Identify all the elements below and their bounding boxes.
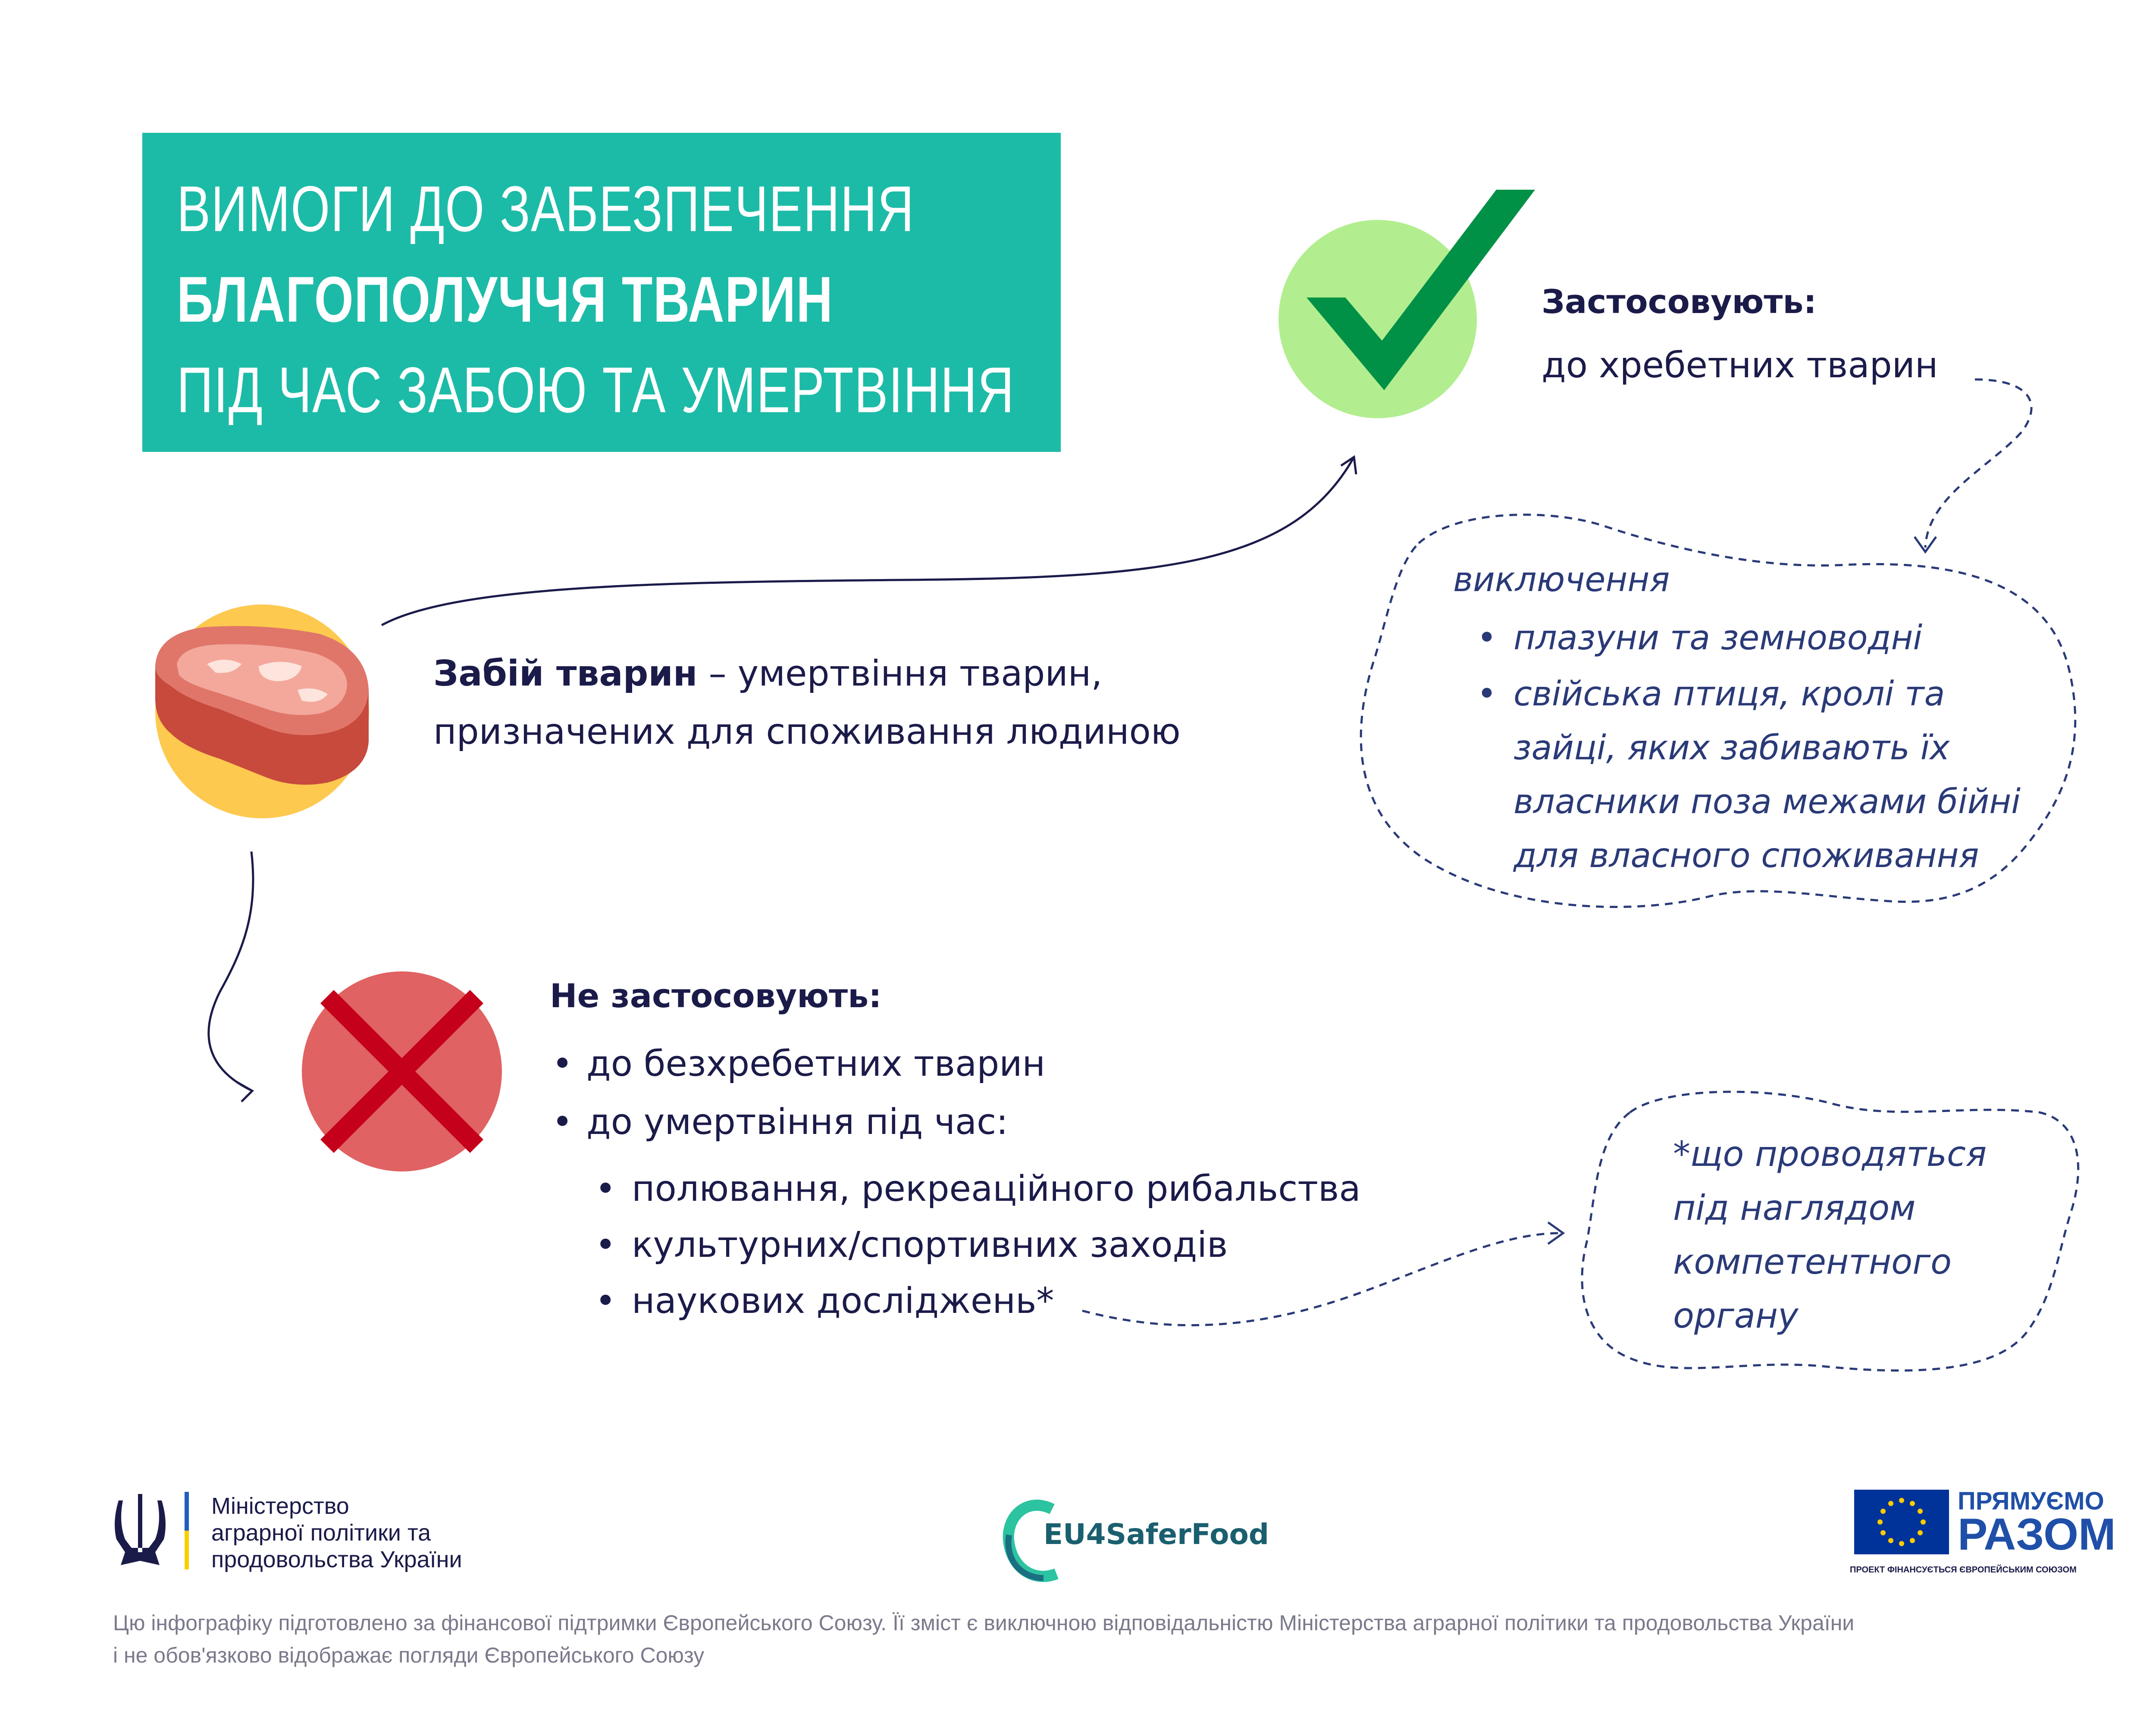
arrow-to-applies xyxy=(382,457,1356,625)
eu-flag-icon xyxy=(1854,1490,1949,1554)
note-line-1: *що проводяться xyxy=(1673,1134,1987,1174)
not-applies-item-1: до безхребетних тварин xyxy=(586,1043,1046,1084)
title-line-1: ВИМОГИ ДО ЗАБЕЗПЕЧЕННЯ xyxy=(177,172,915,245)
not-applies-heading: Не застосовують: xyxy=(550,977,882,1015)
ua-flag-blue xyxy=(185,1492,189,1531)
dashed-arrow-exceptions xyxy=(1925,379,2031,548)
not-applies-sub-bullet-2: • xyxy=(595,1225,616,1265)
exceptions-item-4: власники поза межами бійні xyxy=(1514,783,2021,821)
not-applies-sub-bullet-3: • xyxy=(595,1281,616,1322)
applies-heading: Застосовують: xyxy=(1542,282,1817,321)
disclaimer-line-1: Цю інфографіку підготовлено за фінансової підтримки Європейського Союзу. Її зміст є виключною відповідальністю Міністерства аграрної політики та продовольства України xyxy=(113,1611,1855,1635)
disclaimer-line-2: і не обов'язково відображає погляди Європейського Союзу xyxy=(113,1643,705,1667)
definition-rest: – умертвіння тварин, xyxy=(697,653,1103,694)
note-line-2: під наглядом xyxy=(1673,1188,1916,1228)
eu-logo-line-1: ПРЯМУЄМО xyxy=(1958,1487,2104,1515)
exceptions-item-1: плазуни та земноводні xyxy=(1514,619,1923,658)
eu-logo-caption: ПРОЕКТ ФІНАНСУЄТЬСЯ ЄВРОПЕЙСЬКИМ СОЮЗОМ xyxy=(1850,1565,2077,1575)
meat-steak-icon xyxy=(155,604,369,818)
exceptions-item-3: зайці, яких забивають їх xyxy=(1514,729,1950,767)
eu-logo-line-2: РАЗОМ xyxy=(1958,1510,2116,1560)
checkmark-icon xyxy=(1279,190,1535,418)
ua-flag-yellow xyxy=(185,1531,189,1569)
not-applies-bullet-2: • xyxy=(552,1102,573,1143)
eu4-logo-text: EU4SaferFood xyxy=(1044,1518,1269,1551)
arrow-to-not-applies xyxy=(209,852,253,1102)
not-applies-subitem-1: полювання, рекреаційного рибальства xyxy=(632,1168,1361,1209)
definition-term: Забій тварин xyxy=(433,653,698,694)
exceptions-item-2: свійська птиця, кролі та xyxy=(1514,675,1945,714)
ministry-name xyxy=(211,1493,462,1573)
title-line-2: БЛАГОПОЛУЧЧЯ ТВАРИН xyxy=(177,263,834,335)
definition-line-1 xyxy=(433,653,1102,694)
not-applies-bullet-1: • xyxy=(552,1043,573,1084)
cross-icon xyxy=(302,971,502,1171)
note-line-3: компетентного xyxy=(1673,1242,1952,1282)
not-applies-subitem-2: культурних/спортивних заходів xyxy=(632,1225,1228,1265)
applies-text: до хребетних тварин xyxy=(1542,345,1938,386)
dashed-arrow-exceptions-head xyxy=(1915,537,1936,552)
not-applies-item-2: до умертвіння під час: xyxy=(586,1102,1008,1143)
ministry-line-3: продовольства України xyxy=(211,1547,462,1572)
exceptions-item-5: для власного споживання xyxy=(1514,836,1979,875)
not-applies-sub-bullet-1: • xyxy=(595,1168,616,1209)
exceptions-heading: виключення xyxy=(1453,561,1670,599)
title-line-3: ПІД ЧАС ЗАБОЮ ТА УМЕРТВІННЯ xyxy=(177,354,1015,426)
exceptions-bullet-1: • xyxy=(1477,619,1497,658)
ministry-line-1: Міністерство xyxy=(211,1493,349,1519)
definition-line-2: призначених для споживання людиною xyxy=(433,711,1181,752)
not-applies-subitem-3: наукових досліджень* xyxy=(632,1281,1054,1322)
note-line-4: органу xyxy=(1673,1296,1799,1336)
ministry-line-2: аграрної політики та xyxy=(211,1520,431,1546)
trident-emblem-icon xyxy=(115,1494,166,1565)
exceptions-bullet-2: • xyxy=(1477,675,1497,714)
